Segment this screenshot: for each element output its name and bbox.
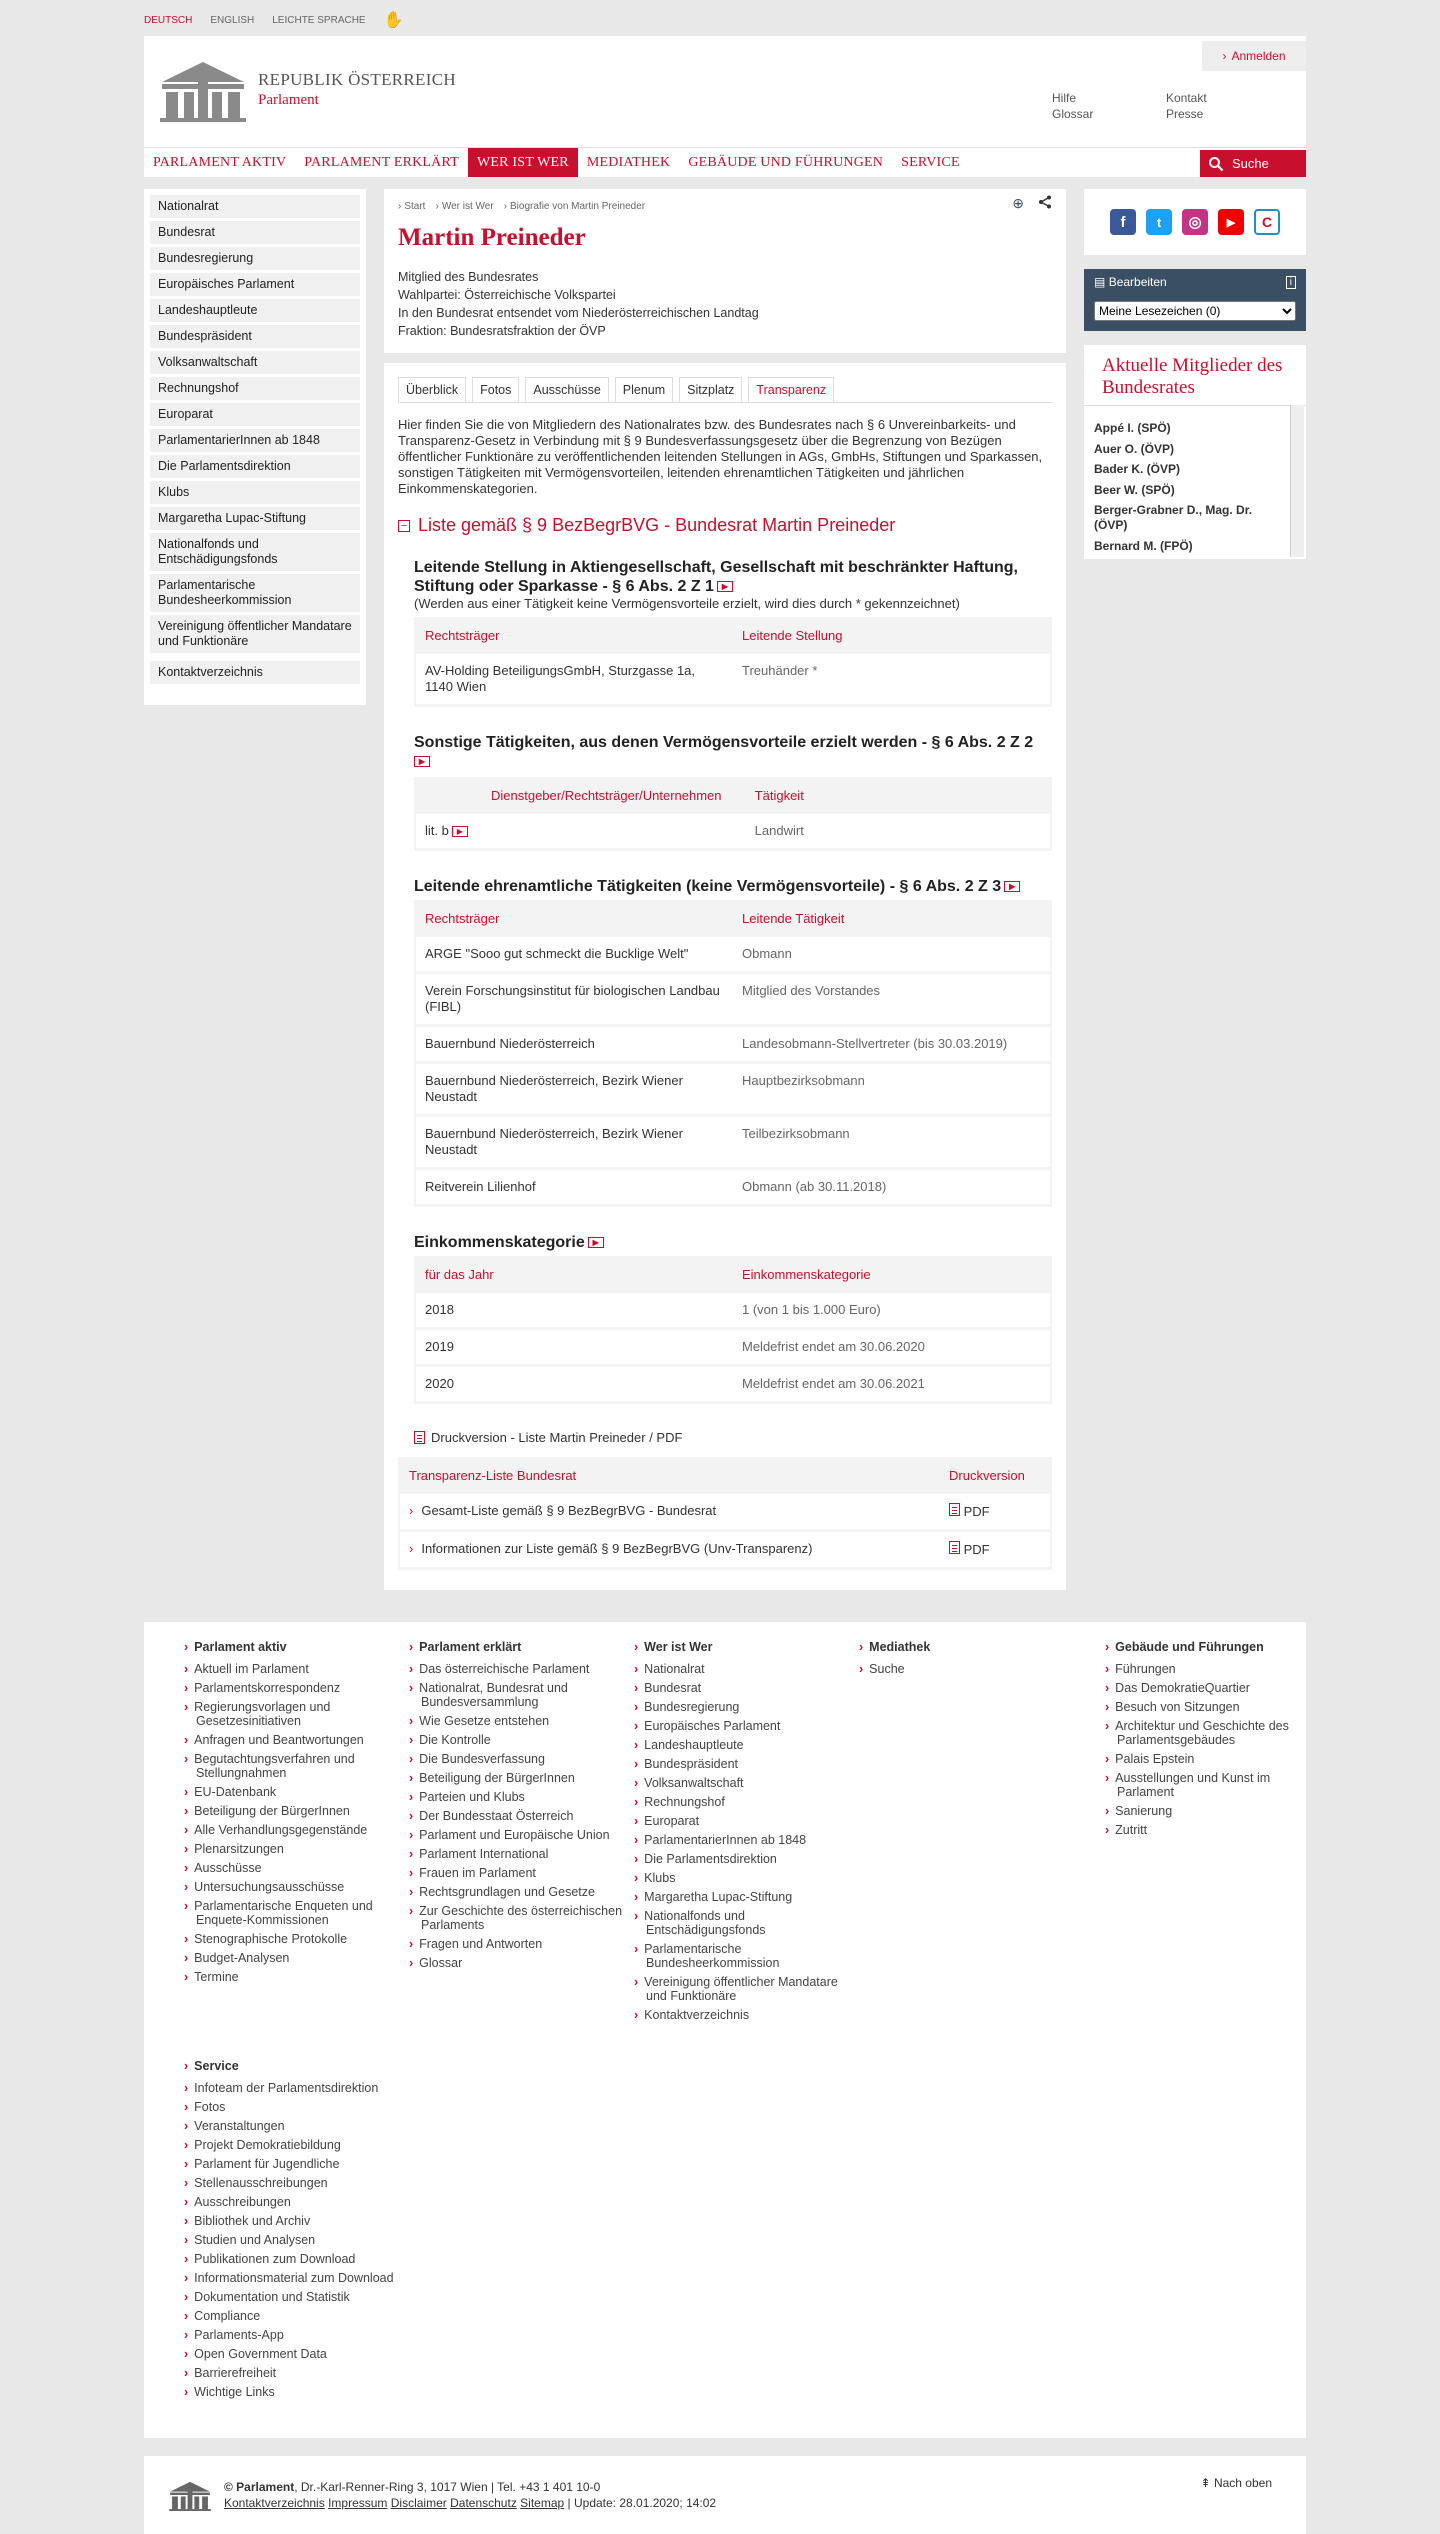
footer-link[interactable]: › Bundesrat: [634, 1681, 859, 1695]
info-liste-link[interactable]: Informationen zur Liste gemäß § 9 BezBegrBVG (Unv-Transparenz): [421, 1541, 813, 1556]
footer-link[interactable]: › Fotos: [184, 2100, 634, 2114]
footer-link[interactable]: › Der Bundesstaat Österreich: [409, 1809, 634, 1823]
cell: Reitverein Lilienhof: [416, 1170, 733, 1204]
help-link[interactable]: Hilfe: [1052, 91, 1077, 105]
social-links: [1084, 189, 1306, 255]
footer-link[interactable]: › Beteiligung der BürgerInnen: [409, 1771, 634, 1785]
footer-link[interactable]: › Informationsmaterial zum Download: [184, 2271, 634, 2285]
table-row: [416, 654, 1050, 704]
footer-link[interactable]: › Stellenausschreibungen: [184, 2176, 634, 2190]
logo[interactable]: [158, 56, 456, 122]
footer-link[interactable]: › Zur Geschichte des österreichischen Parlaments: [409, 1904, 634, 1932]
facebook-icon[interactable]: f: [1110, 209, 1136, 235]
cell: Obmann (ab 30.11.2018): [733, 1170, 1050, 1204]
lang-deutsch[interactable]: DEUTSCH: [144, 14, 193, 26]
main-nav: [144, 147, 1306, 177]
table-row: › Informationen zur Liste gemäß § 9 BezBegrBVG (Unv-Transparenz) PDF: [400, 1532, 1050, 1567]
glossary-link[interactable]: Glossar: [1052, 107, 1094, 121]
footer-link[interactable]: › Termine: [184, 1970, 409, 1984]
bookmarks-select[interactable]: [1094, 301, 1296, 321]
nav-mediathek[interactable]: MEDIATHEK: [586, 154, 671, 170]
back-to-top-label: Nach oben: [1213, 2476, 1272, 2490]
footer-link[interactable]: › Compliance: [184, 2309, 634, 2323]
footer-link[interactable]: › ParlamentarierInnen ab 1848: [634, 1833, 859, 1847]
page-title: Martin Preineder: [398, 224, 586, 251]
cell: 2018: [416, 1293, 733, 1327]
sidebar-item-parlamentarier[interactable]: ParlamentarierInnen ab 1848: [150, 429, 360, 452]
sign-video-icon[interactable]: ▶︎: [414, 756, 430, 767]
sidebar-item-parlamentsdirektion[interactable]: Die Parlamentsdirektion: [150, 455, 360, 478]
footer-link[interactable]: › Nationalrat: [634, 1662, 859, 1676]
col-header: Einkommenskategorie: [733, 1259, 1050, 1290]
print-version-link[interactable]: [414, 1430, 1052, 1445]
footer-link[interactable]: › Die Parlamentsdirektion: [634, 1852, 859, 1866]
list-title: Liste gemäß § 9 BezBegrBVG - Bundesrat Martin Preineder: [418, 515, 896, 535]
table-row: [416, 1027, 1050, 1061]
pdf-link[interactable]: PDF: [963, 1542, 990, 1557]
section-sonstige: [414, 733, 1052, 851]
footer-link[interactable]: › Klubs: [634, 1871, 859, 1885]
twitter-icon[interactable]: t: [1146, 209, 1172, 235]
transparency-list-table: [398, 1457, 1052, 1570]
footer-link[interactable]: › Parlament International: [409, 1847, 634, 1861]
footer-link[interactable]: › Infoteam der Parlamentsdirektion: [184, 2081, 634, 2095]
footer-link[interactable]: › Veranstaltungen: [184, 2119, 634, 2133]
members-panel: [1084, 345, 1306, 559]
youtube-icon[interactable]: ▶: [1218, 209, 1244, 235]
table-sonstige: [414, 777, 1052, 851]
breadcrumb-start[interactable]: › Start: [398, 201, 425, 212]
footer-link[interactable]: › Kontaktverzeichnis: [634, 2008, 859, 2022]
section-title: Einkommenskategorie: [414, 1234, 585, 1251]
logo-line1: REPUBLIK ÖSTERREICH: [258, 69, 456, 89]
footer-link[interactable]: › Alle Verhandlungsgegenstände: [184, 1823, 409, 1837]
table-row: [416, 937, 1050, 971]
footer-link-sitemap[interactable]: Sitemap: [520, 2496, 565, 2510]
parliament-emblem-icon: [158, 56, 248, 122]
nav-service[interactable]: SERVICE: [901, 154, 960, 170]
footer-link[interactable]: › Rechtsgrundlagen und Gesetze: [409, 1885, 634, 1899]
footer-link[interactable]: › Parlamentskorrespondenz: [184, 1681, 409, 1695]
cell: lit. b: [425, 823, 449, 838]
collapse-icon: −: [398, 520, 410, 532]
cell: 2019: [416, 1330, 733, 1364]
footer-link[interactable]: › Margaretha Lupac-Stiftung: [634, 1890, 859, 1904]
cell: Obmann: [733, 937, 1050, 971]
footer-link[interactable]: › Plenarsitzungen: [184, 1842, 409, 1856]
table-row: [416, 1117, 1050, 1167]
footer-link[interactable]: › Nationalrat, Bundesrat und Bundesversammlung: [409, 1681, 634, 1709]
update-date: | Update: 28.01.2020; 14:02: [567, 2496, 717, 2510]
col-header: Tätigkeit: [746, 780, 1050, 811]
footer-link[interactable]: › Stenographische Protokolle: [184, 1932, 409, 1946]
edit-title: Bearbeiten: [1108, 275, 1167, 289]
member-item[interactable]: Auer O. (ÖVP): [1094, 441, 1175, 456]
tab-ausschuesse[interactable]: Ausschüsse: [525, 377, 608, 402]
table-ehrenamtlich: [414, 900, 1052, 1207]
footer-heading[interactable]: › Service: [184, 2059, 634, 2073]
footer-col-gebaeude: [1105, 1640, 1305, 2041]
member-item[interactable]: Berger-Grabner D., Mag. Dr. (ÖVP): [1094, 503, 1253, 532]
table-row: › Gesamt-Liste gemäß § 9 BezBegrBVG - Bundesrat PDF: [400, 1494, 1050, 1529]
footer-link[interactable]: › Das österreichische Parlament: [409, 1662, 634, 1676]
footer-link[interactable]: › Besuch von Sitzungen: [1105, 1700, 1305, 1714]
footer-heading[interactable]: › Parlament erklärt: [409, 1640, 634, 1654]
breadcrumb-wer-ist-wer[interactable]: › Wer ist Wer: [435, 201, 493, 212]
footer-link[interactable]: › Parlament für Jugendliche: [184, 2157, 634, 2171]
footer-link[interactable]: › Projekt Demokratiebildung: [184, 2138, 634, 2152]
login-label: Anmelden: [1231, 49, 1286, 63]
back-to-top-link[interactable]: [1201, 2476, 1272, 2490]
footer-link[interactable]: › Beteiligung der BürgerInnen: [184, 1804, 409, 1818]
pdf-icon: [949, 1503, 960, 1516]
sign-language-icon[interactable]: ✋: [383, 12, 404, 29]
footer-link[interactable]: › Parlamentarische Bundesheerkommission: [634, 1942, 859, 1970]
footer-link[interactable]: › Parlament und Europäische Union: [409, 1828, 634, 1842]
footer-link[interactable]: › Die Kontrolle: [409, 1733, 634, 1747]
language-bar: [144, 0, 1306, 36]
meta-faction: Fraktion: Bundesratsfraktion der ÖVP: [398, 324, 606, 338]
members-scrollbar[interactable]: [1290, 405, 1304, 557]
section-einkommen: [414, 1233, 1052, 1404]
footer-link[interactable]: › Bundesregierung: [634, 1700, 859, 1714]
footer-link[interactable]: › Zutritt: [1105, 1823, 1305, 1837]
cell: Treuhänder *: [733, 654, 1050, 704]
search-icon: [1208, 156, 1224, 172]
footer-link[interactable]: › Ausschüsse: [184, 1861, 409, 1875]
search-button[interactable]: [1200, 150, 1306, 177]
sidebar-item-eu-parlament[interactable]: Europäisches Parlament: [150, 273, 360, 296]
footer-link[interactable]: › Budget-Analysen: [184, 1951, 409, 1965]
nav-parlament-erklaert[interactable]: PARLAMENT ERKLÄRT: [304, 154, 459, 170]
tab-ueberblick[interactable]: Überblick: [398, 377, 466, 402]
footer-col-parlament-erklaert: [409, 1640, 634, 2041]
footer-link[interactable]: › Parteien und Klubs: [409, 1790, 634, 1804]
tab-plenum[interactable]: Plenum: [615, 377, 673, 402]
sidebar: [144, 189, 366, 705]
section-ehrenamtlich: [414, 877, 1052, 1207]
arrow-up-icon: ⇞: [1200, 2476, 1211, 2490]
footer-link[interactable]: › Regierungsvorlagen und Gesetzesinitiativen: [184, 1700, 409, 1728]
edit-icon: ▤: [1094, 275, 1106, 289]
footer-col-parlament-aktiv: [184, 1640, 409, 2041]
footer: [144, 1622, 1306, 2438]
share-icon[interactable]: [1038, 195, 1052, 212]
address: , Dr.-Karl-Renner-Ring 3, 1017 Wien | Tel. +43 1 401 10-0: [294, 2480, 601, 2494]
nav-gebaeude[interactable]: GEBÄUDE UND FÜHRUNGEN: [688, 154, 884, 170]
pdf-icon: [949, 1541, 960, 1554]
footer-link[interactable]: › EU-Datenbank: [184, 1785, 409, 1799]
sidebar-item-lupac[interactable]: Margaretha Lupac-Stiftung: [150, 507, 360, 530]
footer-link[interactable]: › Vereinigung öffentlicher Mandatare und Funktionäre: [634, 1975, 859, 2003]
cell: Meldefrist endet am 30.06.2021: [733, 1367, 1050, 1401]
footer-link[interactable]: › Wie Gesetze entstehen: [409, 1714, 634, 1728]
search-label: Suche: [1232, 156, 1269, 171]
sidebar-item-kontaktverzeichnis[interactable]: Kontaktverzeichnis: [150, 661, 360, 684]
sidebar-item-bundesheerkommission[interactable]: Parlamentarische Bundesheerkommission: [150, 574, 360, 612]
bookmark-add-icon[interactable]: ⊕: [1012, 195, 1024, 211]
footer-link[interactable]: › Glossar: [409, 1956, 634, 1970]
table-leitende-stellung: [414, 617, 1052, 707]
breadcrumb: [398, 199, 1052, 212]
footer-link[interactable]: › Architektur und Geschichte des Parlamentsgebäudes: [1105, 1719, 1305, 1747]
sidebar-item-bundesregierung[interactable]: Bundesregierung: [150, 247, 360, 270]
members-title: Aktuelle Mitglieder des Bundesrates: [1102, 355, 1283, 398]
section-note: (Werden aus einer Tätigkeit keine Vermögensvorteile erzielt, wird dies durch * gekennzeichnet): [414, 596, 960, 611]
section-title: Leitende ehrenamtliche Tätigkeiten (keine Vermögensvorteile) - § 6 Abs. 2 Z 3: [414, 878, 1002, 895]
instagram-icon[interactable]: ◎: [1182, 209, 1208, 235]
gesamt-liste-link[interactable]: Gesamt-Liste gemäß § 9 BezBegrBVG - Bundesrat: [421, 1503, 717, 1518]
tab-transparenz[interactable]: Transparenz: [748, 377, 834, 402]
footer-link[interactable]: › Nationalfonds und Entschädigungsfonds: [634, 1909, 859, 1937]
footer-heading[interactable]: › Mediathek: [859, 1640, 1105, 1654]
pdf-link[interactable]: PDF: [963, 1504, 990, 1519]
footer-link[interactable]: › Bundespräsident: [634, 1757, 859, 1771]
sign-video-icon[interactable]: ▶︎: [452, 826, 468, 837]
transparency-content: [384, 363, 1066, 1590]
meta-role: Mitglied des Bundesrates: [398, 270, 539, 284]
member-item[interactable]: Bader K. (ÖVP): [1094, 462, 1181, 476]
footer-heading[interactable]: › Gebäude und Führungen: [1105, 1640, 1305, 1654]
sidebar-item-bundesrat[interactable]: Bundesrat: [150, 221, 360, 244]
tab-bar: [398, 377, 1052, 403]
footer-link-disclaimer[interactable]: Disclaimer: [390, 2496, 447, 2510]
table-row: [416, 1330, 1050, 1364]
footer-link[interactable]: › Aktuell im Parlament: [184, 1662, 409, 1676]
member-item[interactable]: Appé I. (SPÖ): [1094, 421, 1171, 435]
footer-heading[interactable]: › Wer ist Wer: [634, 1640, 859, 1654]
app-icon[interactable]: C: [1254, 209, 1280, 235]
col-header: Leitende Tätigkeit: [733, 903, 1050, 934]
tab-fotos[interactable]: Fotos: [472, 377, 519, 402]
header: [144, 36, 1306, 177]
cell: Hauptbezirksobmann: [733, 1064, 1050, 1114]
contact-link[interactable]: Kontakt: [1166, 91, 1207, 105]
info-icon[interactable]: i: [1286, 276, 1296, 289]
utility-links: [1052, 91, 1246, 121]
footer-link[interactable]: › Open Government Data: [184, 2347, 634, 2361]
breadcrumb-current: › Biografie von Martin Preineder: [504, 201, 645, 212]
table-row: [416, 974, 1050, 1024]
edit-panel: [1084, 269, 1306, 331]
cell: Landwirt: [746, 814, 1050, 848]
footer-link[interactable]: › Rechnungshof: [634, 1795, 859, 1809]
member-item[interactable]: Bernard M. (FPÖ): [1094, 539, 1193, 553]
login-button[interactable]: › Anmelden: [1202, 41, 1306, 71]
print-version-label: Druckversion - Liste Martin Preineder / PDF: [431, 1430, 683, 1445]
footer-col-wer-ist-wer: [634, 1640, 859, 2041]
cell: Bauernbund Niederösterreich: [416, 1027, 733, 1061]
table-row: [416, 1064, 1050, 1114]
footer-link[interactable]: › Wichtige Links: [184, 2385, 634, 2399]
nav-wer-ist-wer[interactable]: WER IST WER: [468, 148, 578, 177]
footer-link[interactable]: › Barrierefreiheit: [184, 2366, 634, 2380]
meta-party: Wahlpartei: Österreichische Volkspartei: [398, 288, 616, 302]
footer-col-mediathek: [859, 1640, 1105, 2041]
col-header: Rechtsträger: [416, 620, 733, 651]
footer-link[interactable]: › Studien und Analysen: [184, 2233, 634, 2247]
lang-easy[interactable]: LEICHTE SPRACHE: [272, 14, 366, 26]
sidebar-item-volksanwaltschaft[interactable]: Volksanwaltschaft: [150, 351, 360, 374]
cell: AV-Holding BeteiligungsGmbH, Sturzgasse 1a, 1140 Wien: [416, 654, 733, 704]
cell: Teilbezirksobmann: [733, 1117, 1050, 1167]
footer-link[interactable]: › Anfragen und Beantwortungen: [184, 1733, 409, 1747]
list-toggle[interactable]: [398, 515, 1052, 536]
profile-header: [384, 189, 1066, 353]
cell: Landesobmann-Stellvertreter (bis 30.03.2019): [733, 1027, 1050, 1061]
table-row: [416, 814, 1050, 848]
footer-link[interactable]: › Volksanwaltschaft: [634, 1776, 859, 1790]
footer-link[interactable]: › Parlaments-App: [184, 2328, 634, 2342]
meta-sent-by: In den Bundesrat entsendet vom Niederösterreichischen Landtag: [398, 306, 759, 320]
lang-english[interactable]: ENGLISH: [210, 14, 255, 26]
table-row: [416, 1170, 1050, 1204]
footer-link[interactable]: › Landeshauptleute: [634, 1738, 859, 1752]
footer-link[interactable]: › Palais Epstein: [1105, 1752, 1305, 1766]
footer-link[interactable]: › Die Bundesverfassung: [409, 1752, 634, 1766]
sidebar-item-klubs[interactable]: Klubs: [150, 481, 360, 504]
cell: Bauernbund Niederösterreich, Bezirk Wiener Neustadt: [416, 1117, 733, 1167]
sidebar-item-rechnungshof[interactable]: Rechnungshof: [150, 377, 360, 400]
footer-link[interactable]: › Frauen im Parlament: [409, 1866, 634, 1880]
col-header: Rechtsträger: [416, 903, 733, 934]
sidebar-item-bundespraesident[interactable]: Bundespräsident: [150, 325, 360, 348]
section-title: Sonstige Tätigkeiten, aus denen Vermögensvorteile erzielt werden - § 6 Abs. 2 Z 2: [414, 734, 1034, 751]
member-item[interactable]: Beer W. (SPÖ): [1094, 482, 1175, 497]
footer-link-datenschutz[interactable]: Datenschutz: [450, 2496, 517, 2510]
footer-link[interactable]: › Dokumentation und Statistik: [184, 2290, 634, 2304]
col-header: Transparenz-Liste Bundesrat: [400, 1460, 940, 1491]
sidebar-item-nationalrat[interactable]: Nationalrat: [150, 195, 360, 218]
cell: Mitglied des Vorstandes: [733, 974, 1050, 1024]
table-row: [416, 1367, 1050, 1401]
footer-link[interactable]: › Publikationen zum Download: [184, 2252, 634, 2266]
footer-link[interactable]: › Das DemokratieQuartier: [1105, 1681, 1305, 1695]
footer-link[interactable]: › Europäisches Parlament: [634, 1719, 859, 1733]
sidebar-item-landeshauptleute[interactable]: Landeshauptleute: [150, 299, 360, 322]
footer-link-kontaktverzeichnis[interactable]: Kontaktverzeichnis: [224, 2496, 325, 2510]
table-row: [416, 1293, 1050, 1327]
footer-link[interactable]: › Europarat: [634, 1814, 859, 1828]
document-icon: [414, 1431, 425, 1444]
cell: Bauernbund Niederösterreich, Bezirk Wiener Neustadt: [416, 1064, 733, 1114]
footer-link-impressum[interactable]: Impressum: [328, 2496, 388, 2510]
footer-link[interactable]: › Suche: [859, 1662, 1105, 1676]
sign-video-icon[interactable]: ▶︎: [588, 1237, 604, 1248]
col-header: für das Jahr: [416, 1259, 733, 1290]
section-title: Leitende Stellung in Aktiengesellschaft, Gesellschaft mit beschränkter Haftung, Stiftung oder Sparkasse - § 6 Abs. 2 Z 1: [414, 559, 1018, 595]
cell: Meldefrist endet am 30.06.2020: [733, 1330, 1050, 1364]
sign-video-icon[interactable]: ▶︎: [717, 581, 733, 592]
sidebar-item-vereinigung[interactable]: Vereinigung öffentlicher Mandatare und Funktionäre: [150, 615, 360, 653]
footer-link[interactable]: › Ausstellungen und Kunst im Parlament: [1105, 1771, 1305, 1799]
sign-video-icon[interactable]: ▶︎: [1004, 881, 1020, 892]
footer-link[interactable]: › Bibliothek und Archiv: [184, 2214, 634, 2228]
press-link[interactable]: Presse: [1166, 107, 1204, 121]
footer-link[interactable]: › Untersuchungsausschüsse: [184, 1880, 409, 1894]
section-leitende-stellung: [414, 558, 1052, 707]
copyright: © Parlament: [224, 2480, 295, 2494]
footer-link[interactable]: › Parlamentarische Enqueten und Enquete-Kommissionen: [184, 1899, 409, 1927]
footer-link[interactable]: › Begutachtungsverfahren und Stellungnahmen: [184, 1752, 409, 1780]
footer-link[interactable]: › Ausschreibungen: [184, 2195, 634, 2209]
col-header: Druckversion: [940, 1460, 1050, 1491]
profile-meta: [398, 268, 1052, 340]
tab-sitzplatz[interactable]: Sitzplatz: [679, 377, 742, 402]
col-header: Leitende Stellung: [733, 620, 1050, 651]
cell: Verein Forschungsinstitut für biologischen Landbau (FIBL): [416, 974, 733, 1024]
intro-text: Hier finden Sie die von Mitgliedern des Nationalrates bzw. des Bundesrates nach § 6 Unvereinbarkeits- und Transparenz-Gesetz in Verbindung mit § 9 Bundesverfassungsgesetz über die Begrenzung von Bezügen öffentlicher Funktionäre zu veröffentlichenden leitenden Stellungen in AGs, GmbHs, Stiftungen und Sparkassen, sonstigen Tätigkeiten mit Vermögensvorteilen, leitenden ehrenamtlichen Tätigkeiten und jährlichen Einkommenskategorien.: [398, 417, 1043, 496]
sidebar-item-nationalfonds[interactable]: Nationalfonds und Entschädigungsfonds: [150, 533, 360, 571]
table-einkommen: [414, 1256, 1052, 1404]
cell: 2020: [416, 1367, 733, 1401]
parliament-emblem-icon: [168, 2479, 212, 2511]
nav-parlament-aktiv[interactable]: PARLAMENT AKTIV: [153, 154, 287, 170]
sidebar-item-europarat[interactable]: Europarat: [150, 403, 360, 426]
footer-link[interactable]: › Fragen und Antworten: [409, 1937, 634, 1951]
footer-col-service: [184, 2059, 634, 2418]
footer-heading[interactable]: › Parlament aktiv: [184, 1640, 409, 1654]
logo-line2: Parlament: [258, 91, 319, 108]
footer-link[interactable]: › Führungen: [1105, 1662, 1305, 1676]
cell: 1 (von 1 bis 1.000 Euro): [733, 1293, 1050, 1327]
bottom-bar: [144, 2456, 1306, 2534]
cell: ARGE "Sooo gut schmeckt die Bucklige Welt": [416, 937, 733, 971]
footer-link[interactable]: › Sanierung: [1105, 1804, 1305, 1818]
col-header: Dienstgeber/Rechtsträger/Unternehmen: [416, 780, 746, 811]
